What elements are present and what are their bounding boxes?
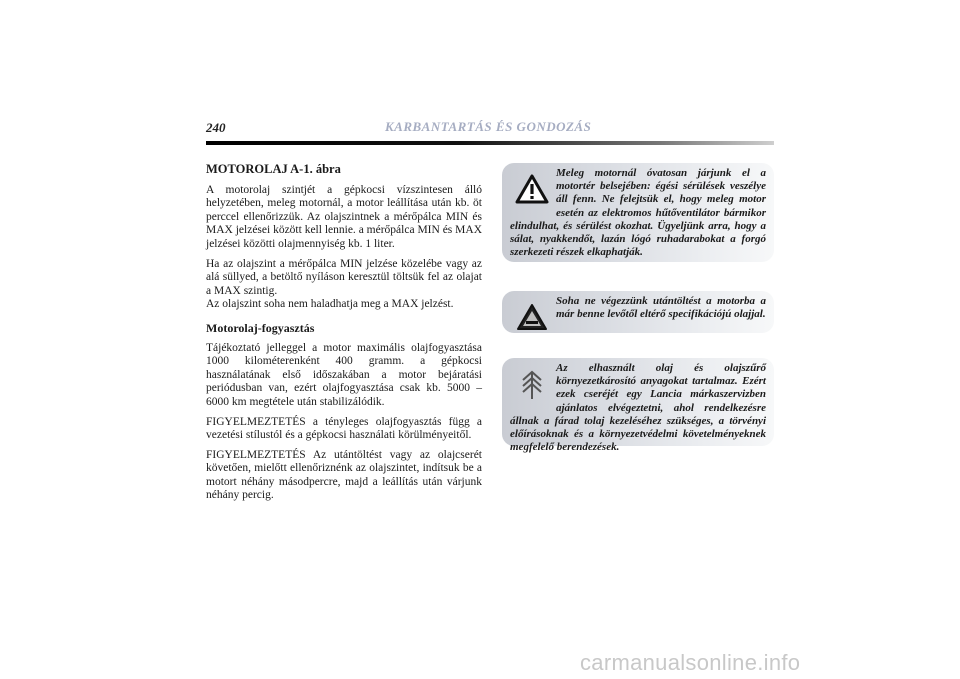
caution-box <box>502 291 774 333</box>
caution-text: Soha ne végezzünk utántöltést a motorba a már benne levőtől eltérő specifikációjú olajjal. <box>556 295 766 321</box>
warning-triangle-icon <box>514 171 550 207</box>
warning-box <box>502 163 774 262</box>
subheading-consumption: Motorolaj-fogyasztás <box>206 320 315 335</box>
section-title: KARBANTARTÁS ÉS GONDOZÁS <box>385 119 592 134</box>
watermark: carmanualsonline.info <box>580 650 801 675</box>
paragraph-warning-1: FIGYELMEZTETÉS a tényleges olajfogyasztás függ a vezetési stílustól és a gépkocsi használati körülményeitől. <box>206 415 482 442</box>
page-number: 240 <box>206 120 226 135</box>
caution-triangle-icon <box>514 299 550 335</box>
main-column <box>206 163 482 509</box>
environment-box <box>502 358 774 454</box>
warning-text: Meleg motornál óvatosan járjunk el a motortér belsejében: égési sérülések veszélye áll fenn. Ne felejtsük el, hogy meleg motor esetén az elektromos hűtőventilátor bármikor elindulhat, és sérülést okozhat. Ügyeljünk arra, hogy a sálat, nyakkendőt, lazán lógó ruhadarabokat a forgó szerkezeti részek elkaphatják. <box>510 167 766 259</box>
environment-tree-icon <box>514 366 550 402</box>
paragraph-refill: Ha az olajszint a mérőpálca MIN jelzése közelébe vagy az alá süllyed, a betöltő nyíláson keresztül töltsük fel az olajat a MAX szintig. <box>206 257 482 297</box>
paragraph-warning-2: FIGYELMEZTETÉS Az utántöltést vagy az olajcserét követően, mielőtt ellenőriznénk az olajszintet, indítsuk be a motort néhány másodpercre, majd a leállítás után várjunk néhány percig. <box>206 448 482 502</box>
section-heading: MOTOROLAJ A-1. ábra <box>206 162 341 176</box>
header-rule <box>206 141 774 145</box>
paragraph-max-limit: Az olajszint soha nem haladhatja meg a MAX jelzést. <box>206 298 454 311</box>
paragraph-consumption: Tájékoztató jelleggel a motor maximális olajfogyasztása 1000 kilométerenként 400 gramm. a gépkocsi használatának első időszakában a motor bejáratási periódusban van, ezért olajfogyasztása csak kb. 5000 – 6000 km megtétele után stabilizálódik. <box>206 341 482 408</box>
environment-text: Az elhasznált olaj és olajszűrő környezetkárosító anyagokat tartalmaz. Ezért ezek cseréjét egy Lancia márkaszervizben ajánlatos elvégeztetni, ahol rendelkezésre állnak a fárad tolaj kezeléséhez szükséges, a törvényi előírásoknak és a környezetvédelmi követelményeknek megfelelő berendezések. <box>510 362 766 454</box>
paragraph-oil-level: A motorolaj szintjét a gépkocsi vízszintesen álló helyzetében, meleg motornál, a motor leállítása után kb. öt perccel ellenőrizzük. Az olajszintnek a mérőpálca MIN és MAX jelzései között kell lennie. a mérőpálca MIN és MAX jelzései közötti olajmennyiség kb. 1 liter. <box>206 183 482 250</box>
